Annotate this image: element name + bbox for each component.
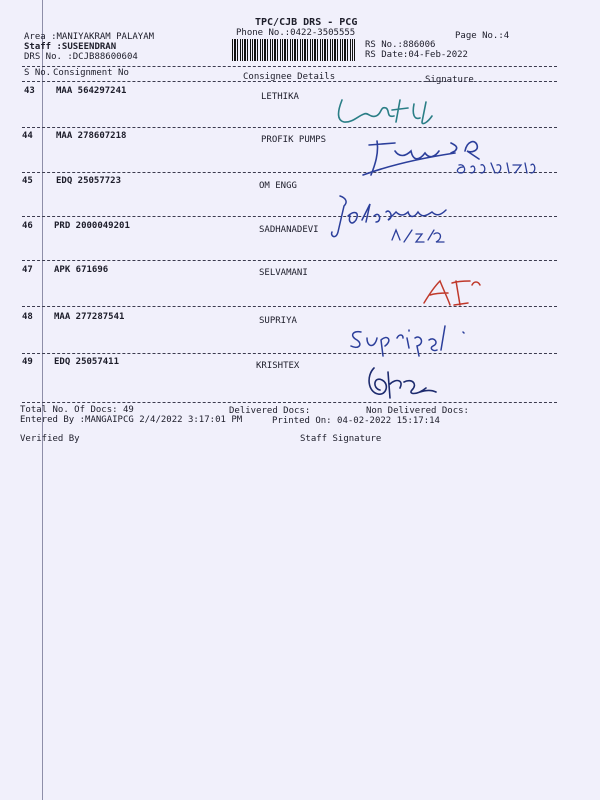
signature-supriya bbox=[343, 322, 478, 357]
staff-signature: Staff Signature bbox=[300, 434, 382, 444]
consignment-number: APK 671696 bbox=[54, 265, 109, 275]
consignment-number: PRD 2000049201 bbox=[54, 221, 130, 231]
signature-selvamani bbox=[418, 275, 483, 310]
consignee-name: SUPRIYA bbox=[259, 316, 297, 326]
non-delivered-docs: Non Delivered Docs: bbox=[366, 406, 469, 416]
rs-date: RS Date:04-Feb-2022 bbox=[365, 50, 468, 60]
barcode bbox=[232, 39, 355, 61]
consignment-number: MAA 277287541 bbox=[54, 312, 125, 322]
row-number: 47 bbox=[22, 265, 33, 275]
rs-number: RS No.:886006 bbox=[365, 40, 436, 50]
delivered-docs: Delivered Docs: bbox=[229, 406, 311, 416]
signature-krishtex bbox=[360, 362, 440, 402]
staff-label: Staff :SUSEENDRAN bbox=[24, 42, 117, 52]
consignment-number: MAA 278607218 bbox=[56, 131, 127, 141]
consignment-number: EDQ 25057411 bbox=[54, 357, 120, 367]
consignment-number: MAA 564297241 bbox=[56, 86, 127, 96]
entered-by: Entered By :MANGAIPCG 2/4/2022 3:17:01 PM bbox=[20, 415, 243, 425]
row-rule bbox=[22, 216, 557, 217]
row-number: 46 bbox=[22, 221, 33, 231]
col-consignment: Consignment No bbox=[53, 68, 129, 78]
table-bottom-rule bbox=[22, 402, 557, 403]
consignment-number: EDQ 25057723 bbox=[56, 176, 122, 186]
row-number: 48 bbox=[22, 312, 33, 322]
col-sno: S No. bbox=[24, 68, 52, 78]
row-rule bbox=[22, 260, 557, 261]
consignee-name: OM ENGG bbox=[259, 181, 297, 191]
consignee-name: SELVAMANI bbox=[259, 268, 308, 278]
row-number: 43 bbox=[24, 86, 35, 96]
columns-rule bbox=[22, 81, 557, 82]
margin-line bbox=[42, 0, 43, 800]
area-label: Area :MANIYAKRAM PALAYAM bbox=[24, 32, 155, 42]
consignee-name: SADHANADEVI bbox=[259, 225, 319, 235]
document-title: TPC/CJB DRS - PCG bbox=[255, 17, 358, 28]
signature-lethika bbox=[330, 92, 445, 132]
drs-number: DRS No. :DCJB88600604 bbox=[24, 52, 138, 62]
col-consignee: Consignee Details bbox=[243, 72, 336, 82]
page-number: Page No.:4 bbox=[455, 31, 510, 41]
total-docs: Total No. Of Docs: 49 bbox=[20, 405, 134, 415]
signature-sadhanadevi bbox=[322, 192, 457, 247]
row-number: 45 bbox=[22, 176, 33, 186]
consignee-name: KRISHTEX bbox=[256, 361, 300, 371]
consignee-name: PROFIK PUMPS bbox=[261, 135, 327, 145]
printed-on: Printed On: 04-02-2022 15:17:14 bbox=[272, 416, 440, 426]
header-rule bbox=[22, 66, 557, 67]
phone-number: Phone No.:0422-3505555 bbox=[236, 28, 356, 38]
consignee-name: LETHIKA bbox=[261, 92, 299, 102]
row-number: 44 bbox=[22, 131, 33, 141]
row-number: 49 bbox=[22, 357, 33, 367]
col-signature: Signature bbox=[425, 75, 474, 85]
row-rule bbox=[22, 127, 557, 128]
signature-profik bbox=[355, 133, 560, 183]
verified-by: Verified By bbox=[20, 434, 80, 444]
